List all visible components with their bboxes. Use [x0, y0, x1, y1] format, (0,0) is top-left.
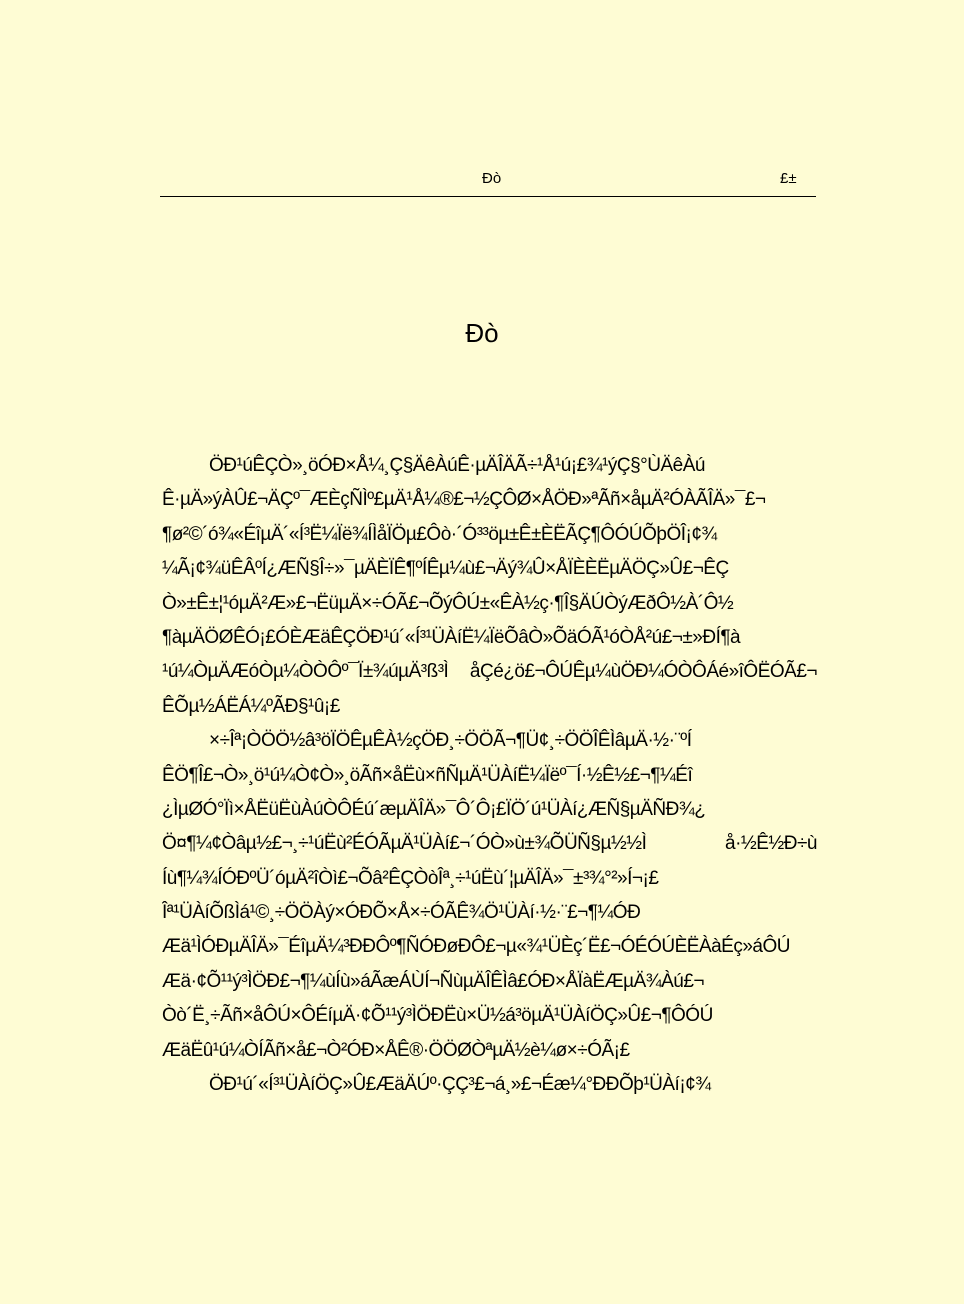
paragraph-line: ÊÕµ½ÁËÁ¼ºÃÐ§¹û¡£: [162, 695, 340, 717]
header-rule: [160, 196, 816, 197]
paragraph-line: Æä·¢Õ¹¹ý³ÌÖÐ£¬¶¼ùÍù»áÃæÁÙÍ¬ÑùµÄÎÊÌâ£ÓÐ×ÅÏàËÆµÄ¾Àú£¬: [162, 970, 705, 992]
paragraph-line: ÊÖ¶Î£¬Ò»¸ö¹ú¼Ò¢Ò»¸öÃñ×åËù×ñÑµÄ¹ÜÀíË¼Ïëº¯Í·½Ê½£¬¶¼Éî: [162, 764, 693, 786]
paragraph-line: Ò»±Ê±¦¹óµÄ²Æ»£¬ËüµÄ×÷ÓÃ£¬ÕýÔÚ±«ÊÀ½ç·¶Î§ÄÚÒýÆðÔ½À´Ô½: [162, 592, 734, 614]
paragraph-line: Ö¤¶¼¢Òâµ½£¬¸÷¹úËù²ÉÓÃµÄ¹ÜÀí£¬´ÓÒ»ù±¾ÕÜÑ§µ½½Ì å·½Ê½Ð÷ù: [162, 833, 817, 855]
paragraph-line: ¼Ã¡¢¾üÊÂºÍ¿ÆÑ§Î÷»¯µÄÈÏÊ¶ºÍÊµ¼ù£¬Äý¾Û×ÅÏÈÈËµÄÖÇ»Û£¬ÊÇ: [162, 558, 729, 580]
paragraph-line: ÖÐ¹ú´«Í³¹ÜÀíÖÇ»Û£ÆäÄÚº·ÇÇ³£¬á¸»£¬Éæ¼°ÐÐÕþ¹ÜÀí¡¢¾: [209, 1074, 711, 1096]
body-text: [162, 449, 817, 1102]
paragraph-line: Íù¶¼¾ÍÓÐºÜ´óµÄ²îÒì£¬Õâ²ÊÇÒòÎª¸÷¹úËù´¦µÄÎÄ»¯±³¾°²»Í¬¡£: [162, 867, 659, 889]
paragraph-line: ¿ÌµØÓ°Ïì×ÅËüËùÀúÒÔÉú´æµÄÎÄ»¯Ô´Ô¡£ÏÖ´ú¹ÜÀí¿ÆÑ§µÄÑÐ¾¿: [162, 798, 706, 820]
paragraph-line: ¶àµÄÖØÊÓ¡£ÓÈÆäÊÇÖÐ¹ú´«Í³¹ÜÀíË¼ÏëÕâÒ»ÕäÓÃ¹óÒÅ²ú£¬±»ÐÍ¶à: [162, 626, 741, 648]
paragraph-line: Ê·µÄ»ýÀÛ£¬ÄÇº¯ÆÈçÑÌº£µÄ¹Å¼®£¬½ÇÔØ×ÅÖÐ»ªÃñ×åµÄ²ÓÀÃÎÄ»¯£¬: [162, 489, 766, 511]
paragraph-line: ×÷Îª¡ÒÖÖ½â³öÏÖÊµÊÀ½çÖÐ¸÷ÖÖÃ¬¶Ü¢¸÷ÖÖÎÊÌâµÄ·½·¨ºÍ: [209, 730, 692, 752]
paragraph-line: ¶ø²©´ó¾«ÉîµÄ´«Í³Ë¼Ïë¾ÍÌåÏÖµ£Ôò·´Ó³³öµ±Ê±ÈËÃÇ¶ÔÓÚÕþÖÎ¡¢¾: [162, 523, 717, 545]
paragraph-line: ¹ú¼ÒµÄÆóÒµ¼ÒÒÔº¯Ï±¾úµÄ³ß³Ì åÇé¿ö£¬ÔÚÊµ¼ùÖÐ¼ÓÒÔÁé»îÔËÓÃ£¬: [162, 661, 817, 683]
paragraph-line: Îª¹ÜÀíÕßÌá¹©¸÷ÖÖÀý×ÓÐÕ×Å×÷ÓÃÊ¾Ö¹ÜÀí·½·¨£¬¶¼ÓÐ: [162, 902, 641, 924]
paragraph-line: ÖÐ¹úÊÇÒ»¸öÓÐ×Å¼¸Ç§ÄêÀúÊ·µÄÎÄÃ÷¹Å¹ú¡£¾¹ýÇ§°ÙÄêÀú: [209, 455, 705, 476]
running-header-title: Ðò: [482, 170, 502, 187]
chapter-title: Ðò: [465, 318, 499, 348]
paragraph-line: Æä¹ÌÓÐµÄÎÄ»¯ÉîµÄ¼³ÐÐÔº¶ÑÓÐøÐÔ£¬µ«¾¹ÜÈç´Ë£¬ÓÉÓÚÈËÀàÉç»áÔÚ: [162, 936, 790, 958]
paragraph-line: Òò´Ë¸÷Ãñ×åÔÚ×ÔÉíµÄ·¢Õ¹¹ý³ÌÖÐËù×Ü½á³öµÄ¹ÜÀíÖÇ»Û£¬¶ÔÓÚ: [162, 1005, 713, 1027]
paragraph-line: ÆäËû¹ú¼ÒÍÃñ×å£¬Ò²ÓÐ×ÅÊ®·ÖÖØÒªµÄ½è¼ø×÷ÓÃ¡£: [162, 1039, 630, 1061]
page-number: £±: [780, 170, 797, 187]
